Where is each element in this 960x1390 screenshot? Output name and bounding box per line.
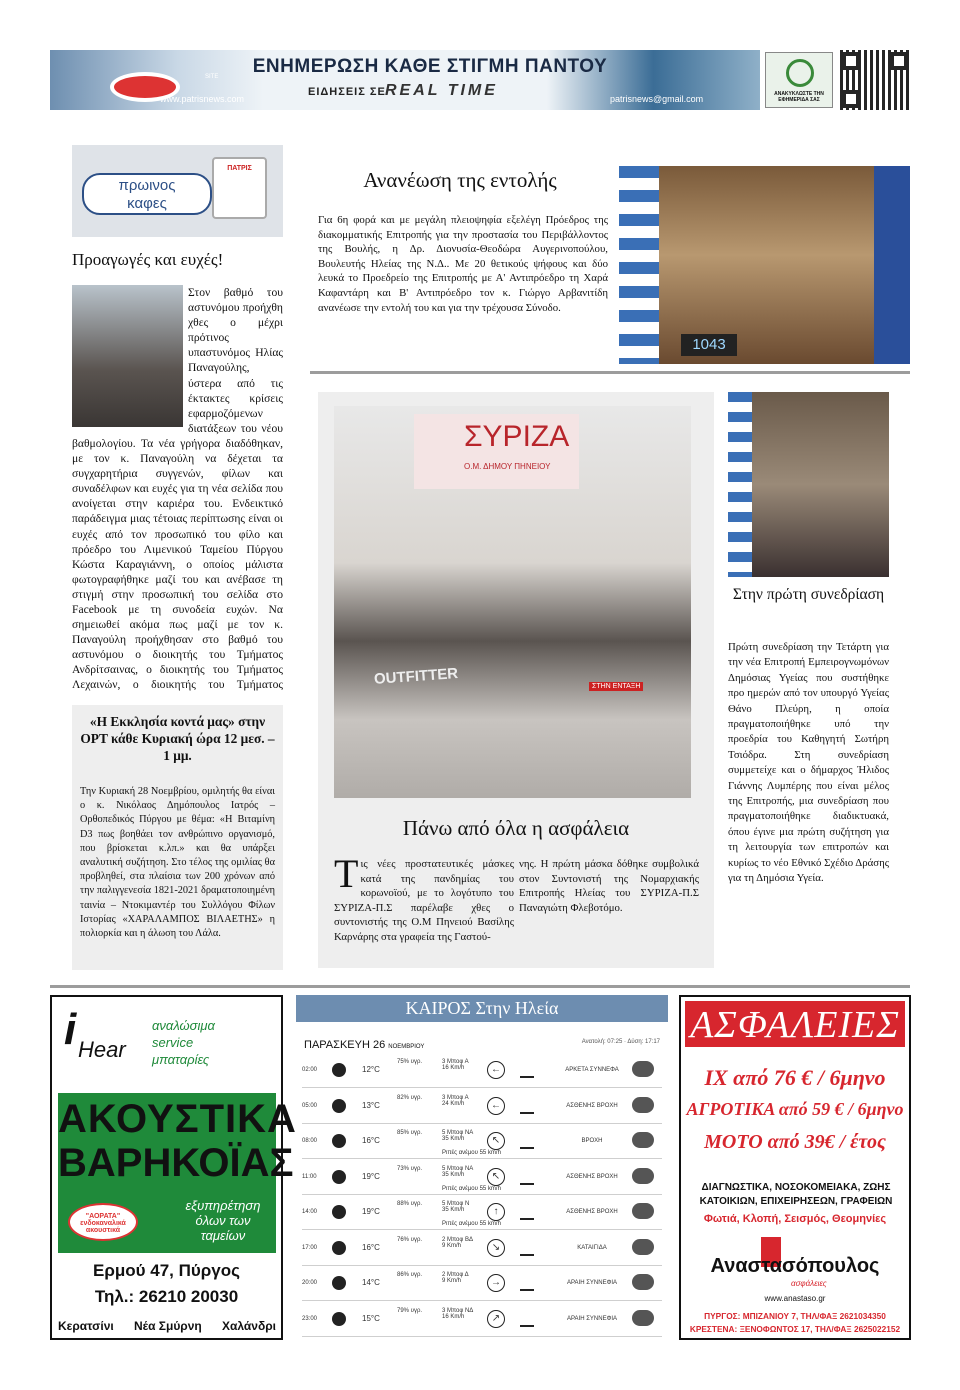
weather-row <box>302 1126 662 1159</box>
weather-wind: 5 Μποφ ΝΑ 35 Km/h <box>442 1165 474 1178</box>
ad1-towns <box>58 1319 276 1333</box>
weather-sun: Ανατολή: 07:25 · Δύση: 17:17 <box>581 1039 660 1045</box>
ad-hearing-aids[interactable] <box>50 995 297 1340</box>
weather-condition-icon <box>632 1274 654 1290</box>
ad3-brand: Αναστασόπουλος <box>710 1255 880 1277</box>
ad3-l3: ΜΟΤΟ από 39€ / έτος <box>704 1131 886 1153</box>
weather-gust: Ριπές ανέμου 55 km/h <box>442 1221 501 1227</box>
eu-flag-graphic <box>874 166 910 364</box>
mug-label: ΠΑΤΡΙΣ <box>227 165 252 172</box>
weather-temp: 13°C <box>362 1100 380 1110</box>
ad3-title: ΑΣΦΑΛΕΙΕΣ <box>690 1004 900 1046</box>
wind-arrow-icon: ↑ <box>487 1203 505 1221</box>
weather-humidity: 73% υγρ. <box>397 1165 423 1172</box>
coffee-mug-icon <box>212 157 267 219</box>
ad3-red-bar <box>685 1001 905 1047</box>
qr-code[interactable] <box>840 50 910 110</box>
ad3-services: ΔΙΑΓΝΩΣΤΙΚΑ, ΝΟΣΟΚΟΜΕΙΑΚΑ, ΖΩΗΣ ΚΑΤΟΙΚΙΩΝ, ΕΠΙΧΕΙΡΗΣΕΩΝ, ΓΡΑΦΕΙΩΝ <box>699 1182 893 1207</box>
weather-temp: 12°C <box>362 1065 380 1074</box>
wind-turbine-icon <box>520 1169 534 1185</box>
greek-flag-graphic <box>619 166 659 364</box>
kafes-body: Στον βαθμό του αστυνόμου προήχθη χθες ο μέχρι πρότινος υπαστυνόμος Ηλίας Παναγούλης, ύστερα από τις έκτακτες κρίσεις εφαρμοζόμενων διατάξεων του νέου βαθμολογίου. Τα νέα γρήγορα διαδόθηκαν, με τον κ. Παναγούλη να δέχεται τα συγχαρητήρια συγγενών, φίλων και συναδέλφων και ευχές για τη νέα σελίδα που ανοίγεται στην καριέρα του. Ενδεικτικό παράδειγμα μιας τέτοιας περίπτωσης είναι οι ευχές από τον προσωπικό του φίλο και πρόεδρο του Λιμενικού Ταμείου Πύργου Κώστα Καραγιάννη, ο οποίος μάλιστα φωτογραφήθηκε μαζί του και ανέβασε τη στιγμή στην προσωπική του σελίδα στο Facebook με τη συνοδεία ευχών. Να σημειωθεί ακόμα πως μαζί με τον κ. Παναγούλη προήχθησαν στο βαθμό του αστυνόμου ο διοικητής του Τμήματος Ανδρίτσαινας, ο διοικητής του Τμήματος Λεχαινών, ο διοικητής του Τμήματος <box>72 286 283 692</box>
clock-icon <box>332 1205 346 1219</box>
ad1-town: Νέα Σμύρνη <box>133 1319 202 1333</box>
wind-turbine-icon <box>520 1311 534 1327</box>
wind-arrow-icon: ↖ <box>487 1132 505 1150</box>
weather-wind: 5 Μποφ Ν 35 Km/h <box>442 1201 470 1213</box>
bottom-divider <box>50 985 910 988</box>
wind-arrow-icon: ← <box>487 1061 505 1079</box>
weather-desc: ΚΑΤΑΙΓΙΔΑ <box>577 1244 607 1251</box>
kafes-logo-line2: καφες <box>127 195 167 212</box>
ad1-bullet: service <box>152 1035 194 1050</box>
recycle-logo <box>765 52 833 108</box>
ad3-addr2: ΚΡΕΣΤΕΝΑ: ΞΕΝΟΦΩΝΤΟΣ 17, ΤΗΛ/ΦΑΞ 2625022152 <box>689 1324 901 1334</box>
recycle-icon <box>786 59 814 87</box>
ad1-town: Χαλάνδρι <box>221 1319 276 1333</box>
ad1-service: εξυπηρέτηση όλων των ταμείων <box>185 1198 261 1243</box>
church-title: «Η Εκκλησία κοντά μας» στην ΟΡΤ κάθε Κυριακή ώρα 12 μεσ. – 1 μμ. <box>80 714 275 763</box>
weather-time: 17:00 <box>302 1244 318 1251</box>
section-divider <box>310 371 910 374</box>
weather-wind: 3 Μποφ Α 24 Km/h <box>442 1094 469 1107</box>
ad1-big1: ΑΚΟΥΣΤΙΚΑ <box>58 1097 297 1141</box>
weather-humidity: 86% υγρ. <box>397 1272 423 1278</box>
weather-desc: ΑΡΑΙΗ ΣΥΝΝΕΦΙΑ <box>566 1315 618 1322</box>
clock-icon <box>332 1170 346 1184</box>
ad3-brand-sub: ασφάλειες <box>791 1279 827 1288</box>
weather-temp: 16°C <box>362 1136 380 1145</box>
ad3-addr1: ΠΥΡΓΟΣ: ΜΠΙΖΑΝΙΟΥ 7, ΤΗΛ/ΦΑΞ 2621034350 <box>704 1311 886 1321</box>
weather-time: 20:00 <box>302 1280 318 1286</box>
weather-title: ΚΑΙΡΟΣ Στην Ηλεία <box>296 995 668 1022</box>
top-banner[interactable] <box>50 50 760 110</box>
recycle-text: ΑΝΑΚΥΚΛΩΣΤΕ ΤΗΝ ΕΦΗΜΕΡΙΔΑ ΣΑΣ <box>774 91 824 103</box>
weather-desc: ΑΣΘΕΝΗΣ ΒΡΟΧΗ <box>566 1209 618 1215</box>
session-body: Πρώτη συνεδρίαση την Τετάρτη για την νέα Επιτροπή Εμπειρογνωμόνων Δημόσιας Υγείας που συστήθηκε προ ημερών από τον υπουργό Υγείας Θάνο Πλεύρη, η οποία πραγματοποιήθηκε υπό την προεδρία του Καθηγητή Σωτήρη Τσιόδρα. Στη συνεδρίαση συμμετείχε και ο δήμαρχος Ήλιδος Γιάννης Λυμπέρης που είναι μέλος της Επιτροπής, μια συνεδρίαση που πραγματοποιήθηκε διαδικτυακά, όπου έγινε μια πρώτη συζήτηση για τη λειτουργία των επιτροπών και κυρίως το νέο Εθνικό Σχέδιο Δράσης για τη Δημόσια Υγεία. <box>728 641 889 885</box>
syriza-poster <box>414 414 579 489</box>
weather-condition-icon <box>632 1168 654 1184</box>
ad1-bullets <box>152 1017 215 1068</box>
ad3-url[interactable]: www.anastaso.gr <box>764 1294 826 1303</box>
clock-icon <box>332 1099 346 1113</box>
weather-condition-icon <box>632 1203 654 1219</box>
ad-insurance[interactable] <box>679 995 911 1340</box>
wind-arrow-icon: → <box>487 1274 505 1292</box>
weather-condition-icon <box>632 1239 654 1255</box>
weather-row <box>302 1197 662 1230</box>
weather-time: 08:00 <box>302 1138 318 1144</box>
weather-humidity: 79% υγρ. <box>397 1307 423 1314</box>
book-label: ΣΤΗΝ ΕΝΤΑΞΗ <box>589 682 643 691</box>
ad1-big2: ΒΑΡΗΚΟΪΑΣ <box>58 1141 294 1185</box>
safety-body-right: νης. Η πρώτη μάσκα δόθηκε συμβολικά στον Συντονιστή της Νομαρχιακής Επιτροπής Ηλείας του ΣΥΡΙΖΑ-Π.Σ Παναγιώτη Φλεβοτόμο. <box>519 858 699 914</box>
poster-logo: ΣΥΡΙΖΑ <box>464 420 570 453</box>
ad1-badge: "ΑΟΡΑΤΑ" ενδοκαναλικά ακουστικά <box>68 1203 138 1241</box>
session-photo <box>728 392 889 577</box>
weather-time: 02:00 <box>302 1067 318 1073</box>
weather-condition-icon <box>632 1310 654 1326</box>
weather-desc: ΑΣΘΕΝΗΣ ΒΡΟΧΗ <box>566 1173 618 1180</box>
weather-wind: 2 Μποφ ΒΔ 9 Km/h <box>442 1236 473 1249</box>
wind-turbine-icon <box>520 1098 534 1114</box>
wind-turbine-icon <box>520 1204 534 1220</box>
weather-humidity: 82% υγρ. <box>397 1094 423 1101</box>
ad1-brand: Hear <box>78 1037 126 1062</box>
ad3-risks: Φωτιά, Κλοπή, Σεισμός, Θεομηνίες <box>703 1213 887 1225</box>
weather-row <box>302 1091 662 1124</box>
ad1-town: Κερατσίνι <box>58 1319 114 1333</box>
renewal-title: Ανανέωση της εντολής <box>363 168 557 192</box>
safety-box <box>318 392 714 968</box>
kafes-title: Προαγωγές και ευχές! <box>72 250 224 269</box>
weather-humidity: 75% υγρ. <box>397 1059 423 1065</box>
weather-humidity: 85% υγρ. <box>397 1130 423 1136</box>
weather-desc: ΑΣΘΕΝΗΣ ΒΡΟΧΗ <box>566 1102 618 1109</box>
banner-site-label: SITE <box>205 74 219 80</box>
wind-arrow-icon: ↗ <box>487 1310 505 1328</box>
wind-turbine-icon <box>520 1240 534 1256</box>
weather-humidity: 88% υγρ. <box>397 1201 423 1207</box>
weather-temp: 19°C <box>362 1171 380 1181</box>
weather-gust: Ριπές ανέμου 55 km/h <box>442 1150 501 1156</box>
clock-icon <box>332 1134 346 1148</box>
weather-temp: 15°C <box>362 1313 380 1323</box>
shirt-print: OUTFITTER <box>373 665 459 688</box>
weather-time: 14:00 <box>302 1209 318 1215</box>
ad1-brand-i: i <box>64 1005 77 1054</box>
weather-desc: ΑΡΑΙΗ ΣΥΝΝΕΦΙΑ <box>566 1280 618 1286</box>
banner-headline: ΕΝΗΜΕΡΩΣΗ ΚΑΘΕ ΣΤΙΓΜΗ ΠΑΝΤΟΥ <box>252 56 608 77</box>
ad1-bullet: μπαταρίες <box>152 1052 210 1067</box>
clock-display: 1043 <box>681 334 737 356</box>
clock-icon <box>332 1241 346 1255</box>
renewal-photo <box>619 166 910 364</box>
renewal-body: Για 6η φορά και με μεγάλη πλειοψηφία εξελέγη Πρόεδρος της διακομματικής Επιτροπής για την προστασία του Περιβάλλοντος της Βουλής, η Δρ. Διονυσία-Θεοδώρα Αυγερινοπούλου, Βουλευτής Ηλείας της Ν.Δ.. Με 20 θετικούς ψήφους και δύο λευκά το Προεδρείο της Επιτροπής με Α' Αντιπρόεδρο τη Χαρά Καφαντάρη και Β' Αντιπρόεδρο τον κ. Γιώργο Αρβανιτίδη ανανέωσε την εντολή του και για την τρέχουσα Σύνοδο. <box>318 214 608 314</box>
wind-turbine-icon <box>520 1133 534 1149</box>
ad1-address: Ερμού 47, Πύργος <box>93 1261 240 1280</box>
banner-realtime: REAL TIME <box>385 82 498 99</box>
kafes-logo-box <box>72 145 283 237</box>
safety-photo <box>334 406 691 798</box>
clock-icon <box>332 1276 346 1290</box>
weather-temp: 19°C <box>362 1207 380 1216</box>
kafes-logo <box>82 173 212 215</box>
weather-humidity: 76% υγρ. <box>397 1236 423 1243</box>
banner-email[interactable]: patrisnews@gmail.com <box>610 94 704 104</box>
kafes-logo-line1: πρωινος <box>118 177 176 194</box>
wind-arrow-icon: ← <box>487 1097 505 1115</box>
dropcap: Τ <box>334 851 359 896</box>
banner-sub: ΕΙΔΗΣΕΙΣ ΣΕ <box>308 86 386 98</box>
weather-row <box>302 1304 662 1337</box>
greek-flag-graphic <box>728 392 752 577</box>
weather-time: 23:00 <box>302 1315 318 1322</box>
weather-gust: Ριπές ανέμου 55 km/h <box>442 1185 501 1192</box>
weather-time: 11:00 <box>302 1173 317 1180</box>
weather-widget <box>296 995 668 1338</box>
weather-condition-icon <box>632 1132 654 1148</box>
ad3-l2: ΑΓΡΟΤΙΚΑ από 59 € / 6μηνο <box>686 1099 904 1119</box>
weather-day: ΠΑΡΑΣΚΕΥΗ 26 ΝΟΕΜΒΡΙΟΥ <box>304 1039 425 1051</box>
ad1-green-panel <box>58 1093 297 1253</box>
banner-url[interactable]: www.patrisnews.com <box>160 94 245 104</box>
church-box <box>72 705 283 970</box>
church-body: Την Κυριακή 28 Νοεμβρίου, ομιλητής θα είναι ο κ. Νικόλαος Δημόπουλος Ιατρός – Ορθοπεδικός Πύργου με θέμα: «Η Βιταμίνη D3 πως βοηθάει τον ανθρώπινο οργανισμό, που βρίσκεται κ.λπ.» και θα υπάρξει αναλυτική συζήτηση. Στο τέλος της ομιλίας θα προβληθεί, στα πλαίσια των 200 χρόνων από την παλιγγενεσία 1821-2021 δραματοποιημένη ταινία – Ντοκιμαντέρ του Συλλόγου Φίλων Ιστορίας «ΧΑΡΑΛΑΜΠΟΣ ΒΙΛΑΕΤΗΣ» η πολιορκία και η άλωση του Λάλα. <box>80 786 275 940</box>
poster-sub: Ο.Μ. ΔΗΜΟΥ ΠΗΝΕΙΟΥ <box>464 462 551 471</box>
weather-desc: ΑΡΚΕΤΑ ΣΥΝΝΕΦΑ <box>565 1067 619 1073</box>
clock-icon <box>332 1063 346 1077</box>
safety-body-left: Τις νέες προστατευτικές μάσκες κατά της πανδημίας του κορωνοϊού, με το λογότυπο του ΣΥΡΙΖΑ-Π.Σ παρέλαβε χθες ο συντονιστής της Ο.Μ Πηνειού Βασίλης Καρνάρης στα γραφεία της Γαστού- <box>334 851 514 943</box>
weather-row <box>302 1055 662 1088</box>
weather-row <box>302 1268 662 1301</box>
weather-condition-icon <box>632 1097 654 1113</box>
weather-desc: ΒΡΟΧΗ <box>581 1138 603 1144</box>
weather-condition-icon <box>632 1061 654 1077</box>
safety-title: Πάνω από όλα η ασφάλεια <box>402 816 630 840</box>
wind-turbine-icon <box>520 1062 534 1078</box>
weather-wind: 3 Μποφ ΝΔ 16 Km/h <box>442 1307 474 1320</box>
qr-corner <box>842 90 860 108</box>
ad1-bullet: αναλώσιμα <box>152 1018 215 1033</box>
ad1-phone[interactable]: Τηλ.: 26210 20030 <box>94 1287 239 1306</box>
weather-wind: 2 Μποφ Δ 9 Km/h <box>442 1272 469 1284</box>
weather-wind: 3 Μποφ Α 16 Km/h <box>442 1059 469 1071</box>
weather-temp: 16°C <box>362 1242 380 1252</box>
session-title: Στην πρώτη συνεδρίαση <box>732 586 885 603</box>
qr-corner <box>890 52 908 70</box>
wind-arrow-icon: ↖ <box>487 1168 505 1186</box>
wind-arrow-icon: ↘ <box>487 1239 505 1257</box>
weather-wind: 5 Μποφ ΝΑ 35 Km/h <box>442 1130 474 1142</box>
weather-row <box>302 1162 662 1195</box>
clock-icon <box>332 1312 346 1326</box>
weather-time: 05:00 <box>302 1102 318 1109</box>
weather-temp: 14°C <box>362 1278 380 1287</box>
weather-row <box>302 1233 662 1266</box>
qr-corner <box>842 52 860 70</box>
ad3-l1: ΙΧ από 76 € / 6μηνο <box>704 1065 886 1090</box>
wind-turbine-icon <box>520 1275 534 1291</box>
